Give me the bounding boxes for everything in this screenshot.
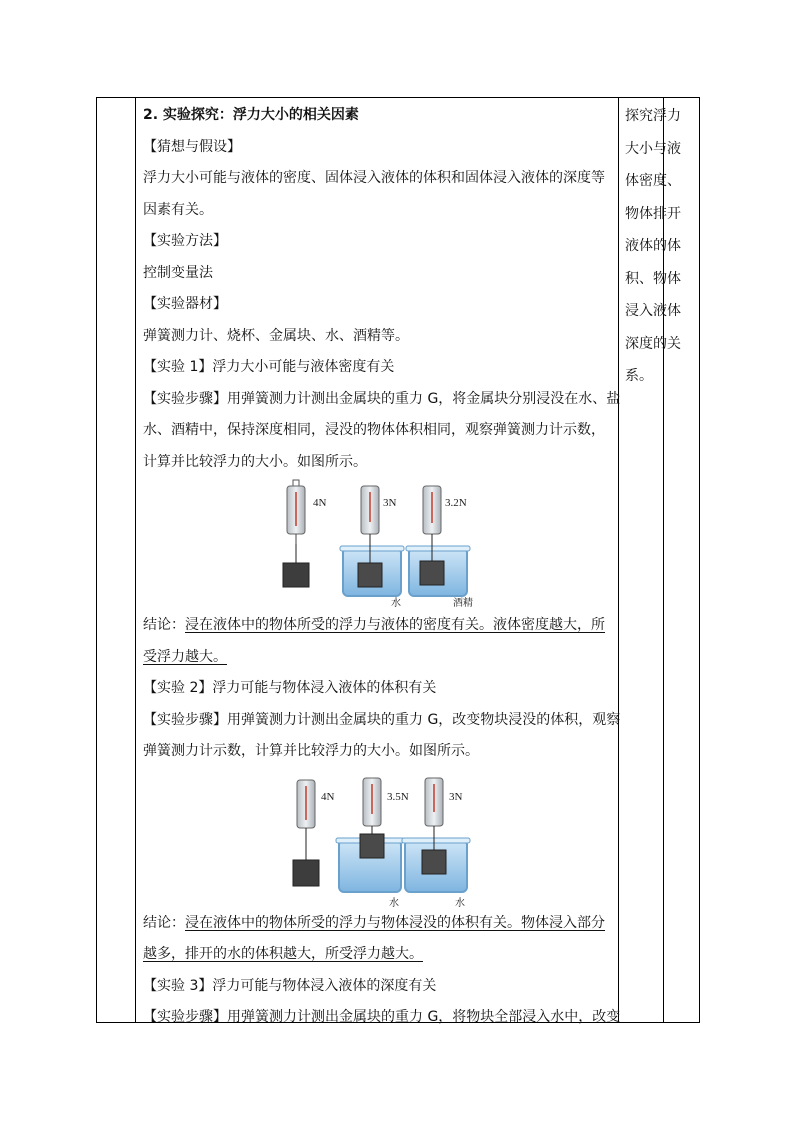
equipment-text: 弹簧测力计、烧杯、金属块、水、酒精等。	[143, 327, 409, 344]
liquid-label: 水	[391, 598, 401, 609]
equipment-heading: 【实验器材】	[143, 296, 227, 312]
lesson-table	[96, 97, 700, 1023]
reading-label: 3.2N	[445, 497, 467, 509]
experiment2-conclusion: 结论：浸在液体中的物体所受的浮力与物体浸没的体积有关。物体浸入部分	[143, 914, 605, 931]
metal-block-icon	[283, 563, 309, 587]
experiment1-steps: 计算并比较浮力的大小。如图所示。	[143, 453, 367, 470]
experiment1-conclusion: 受浮力越大。	[143, 648, 227, 665]
metal-block-icon	[420, 561, 444, 585]
reading-label: 3N	[449, 790, 463, 803]
experiment1-heading: 【实验 1】浮力大小可能与液体密度有关	[143, 359, 395, 375]
metal-block-icon	[293, 860, 319, 886]
reading-label: 3.5N	[387, 790, 409, 803]
method-text: 控制变量法	[143, 264, 213, 281]
liquid-label: 水	[389, 897, 399, 908]
experiment3-heading: 【实验 3】浮力可能与物体浸入液体的深度有关	[143, 977, 437, 994]
hypothesis-text: 浮力大小可能与液体的密度、固体浸入液体的体积和固体浸入液体的深度等	[143, 170, 605, 186]
side-note: 探究浮力大小与液体密度、物体排开液体的体积、物体浸入液体深度的关系。	[625, 108, 681, 384]
experiment2-steps: 【实验步骤】用弹簧测力计测出金属块的重力 G，改变物块浸没的体积，观察	[143, 711, 621, 728]
metal-block-icon	[422, 850, 446, 874]
experiment2-steps: 弹簧测力计示数，计算并比较浮力的大小。如图所示。	[143, 743, 479, 759]
experiment1-figure	[143, 478, 615, 610]
reading-label: 3N	[383, 497, 397, 509]
section-title: 2. 实验探究：浮力大小的相关因素	[143, 107, 359, 123]
volume-experiment-diagram	[143, 768, 615, 908]
hypothesis-heading: 【猜想与假设】	[143, 138, 241, 155]
spring-scale-icon	[283, 480, 309, 587]
reading-label: 4N	[321, 790, 335, 803]
experiment1-conclusion: 结论：浸在液体中的物体所受的浮力与液体的密度有关。液体密度越大，所	[143, 617, 605, 633]
method-heading: 【实验方法】	[143, 233, 227, 249]
reading-label: 4N	[313, 497, 327, 509]
experiment1-steps: 水、酒精中，保持深度相同，浸没的物体体积相同，观察弹簧测力计示数，	[143, 422, 605, 438]
hypothesis-text: 因素有关。	[143, 201, 213, 218]
experiment1-steps: 【实验步骤】用弹簧测力计测出金属块的重力 G，将金属块分别浸没在水、盐	[143, 390, 621, 407]
density-experiment-diagram	[143, 478, 615, 610]
experiment2-conclusion: 越多，排开的水的体积越大，所受浮力越大。	[143, 946, 423, 962]
experiment2-figure	[143, 768, 615, 908]
experiment2-heading: 【实验 2】浮力可能与物体浸入液体的体积有关	[143, 680, 437, 696]
metal-block-icon	[360, 834, 384, 858]
liquid-label: 酒精	[453, 598, 473, 609]
experiment3-steps: 【实验步骤】用弹簧测力计测出金属块的重力 G，将物块全部浸入水中，改变	[143, 1009, 621, 1025]
metal-block-icon	[358, 563, 382, 587]
column-divider	[618, 98, 619, 1022]
column-divider	[135, 98, 136, 1022]
spring-scale-icon	[293, 780, 319, 886]
main-content	[143, 100, 621, 1034]
liquid-label: 水	[455, 897, 465, 908]
